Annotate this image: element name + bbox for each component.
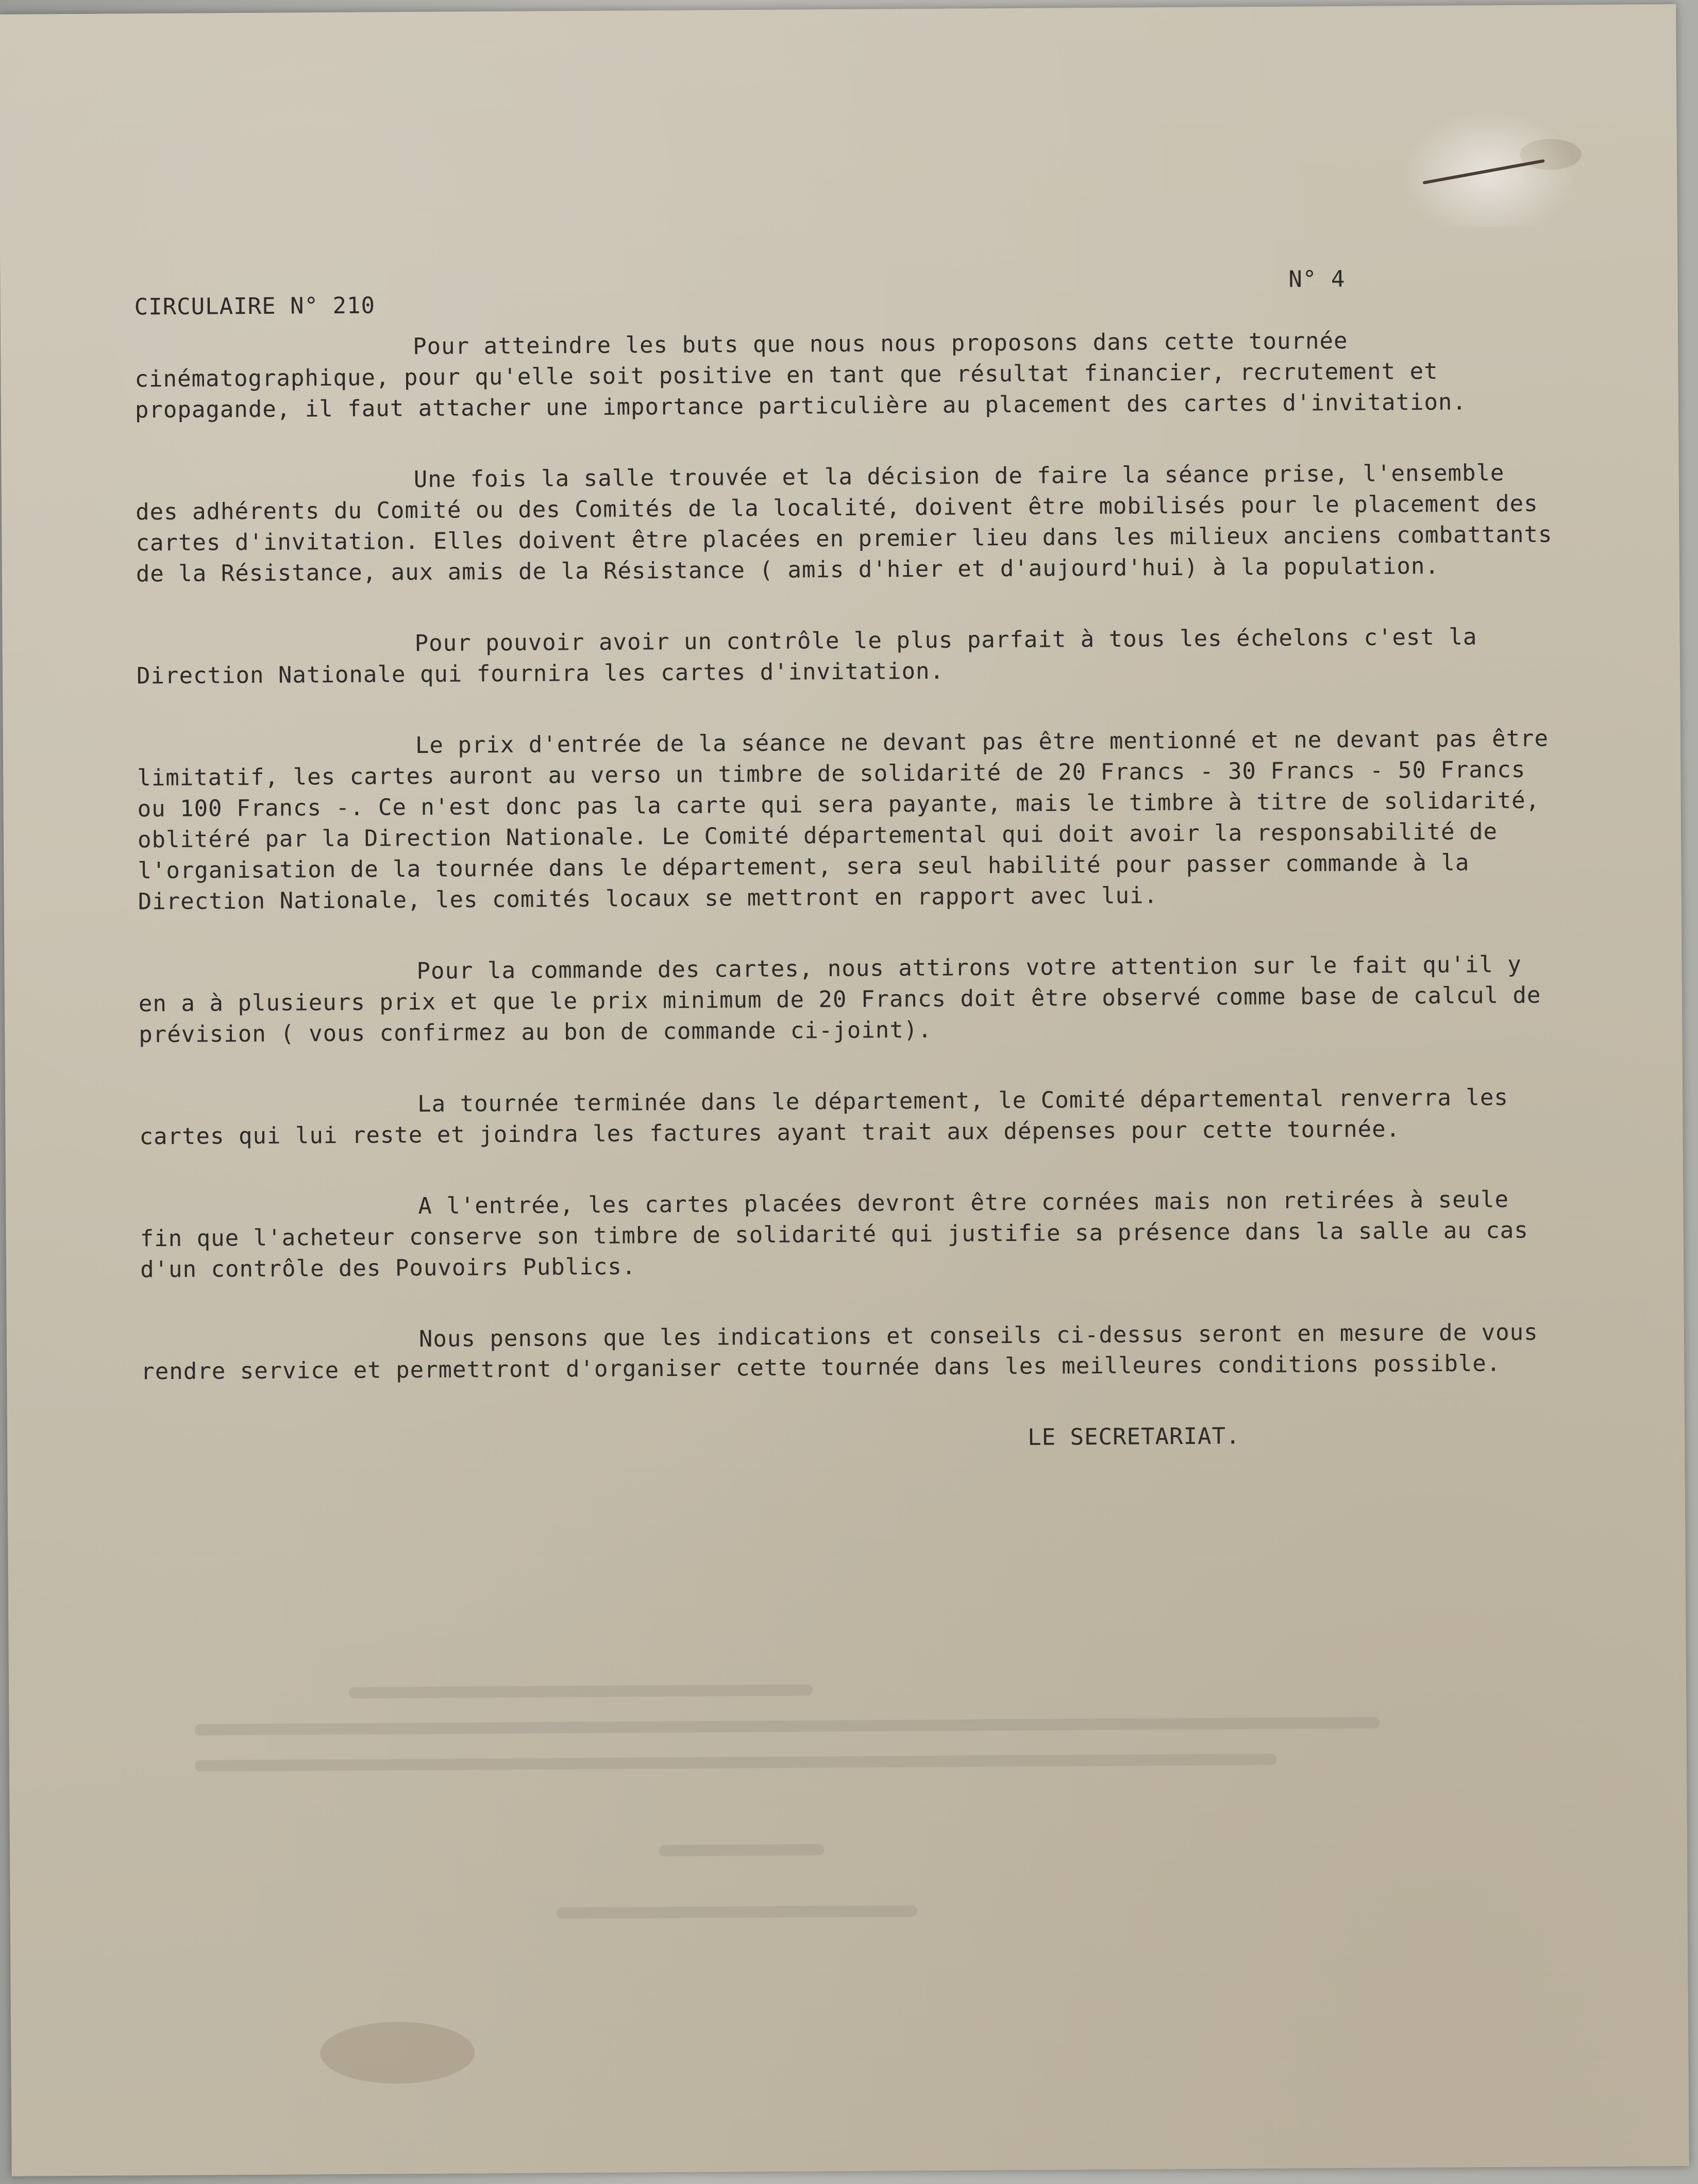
paragraph-6: La tournée terminée dans le département, le Comité départemental renverra les cartes qui lui reste et joindra les factures ayant trait aux dépenses pour cette tournée. — [139, 1084, 1509, 1150]
paragraph-7: A l'entrée, les cartes placées devront être cornées mais non retirées à seule fin que l'acheteur conserve son timbre de solidarité qui justifie sa présence dans la salle au cas d'un contrôle des Pouvoirs Publics. — [140, 1186, 1528, 1283]
paper-stain — [320, 2021, 475, 2084]
paragraph-2: Une fois la salle trouvée et la décision de faire la séance prise, l'ensemble des adhérents du Comité ou des Comités de la localité, doivent être mobilisés pour le placement des cartes d'invitation. Elles doivent être placées en premier lieu dans les milieux anciens combattants de la Résistance, aux amis de la Résistance ( amis d'hier et d'aujourd'hui) à la population. — [135, 460, 1553, 587]
paragraph-8: Nous pensons que les indications et conseils ci-dessus seront en mesure de vous rendre service et permettront d'organiser cette tournée dans les meilleures conditions possible. — [141, 1319, 1538, 1385]
bleed-through-text — [194, 1681, 1433, 1946]
typed-letter-page — [0, 4, 1689, 2176]
paper-damage — [1401, 108, 1576, 227]
page-number: N° 4 — [1288, 266, 1346, 293]
paragraph-5: Pour la commande des cartes, nous attirons votre attention sur le fait qu'il y en a à plusieurs prix et que le prix minimum de 20 Francs doit être observé comme base de calcul de prévision ( vous confirmez au bon de commande ci-joint). — [138, 951, 1541, 1048]
letter-header — [134, 253, 1557, 323]
signature: LE SECRETARIAT. — [1027, 1423, 1240, 1451]
paragraph-4: Le prix d'entrée de la séance ne devant pas être mentionné et ne devant pas être limitatif, les cartes auront au verso un timbre de solidarité de 20 Francs - 30 Francs - 50 Francs ou 100 Francs -. Ce n'est donc pas la carte qui sera payante, mais le timbre à titre de solidarité, oblitéré par la Direction Nationale. Le Comité départemental qui doit avoir la responsabilité de l'organisation de la tournée dans le département, sera seul habilité pour passer commande à la Direction Nationale, les comités locaux se mettront en rapport avec lui. — [137, 725, 1549, 915]
letter-body — [134, 253, 1563, 1459]
paragraph-1: Pour atteindre les buts que nous nous proposons dans cette tournée cinématographique, pour qu'elle soit positive en tant que résultat financier, recrutement et propagande, il faut attacher une importance particulière au placement des cartes d'invitation. — [135, 327, 1467, 424]
circular-number: CIRCULAIRE N° 210 — [134, 292, 376, 321]
paragraph-3: Pour pouvoir avoir un contrôle le plus parfait à tous les échelons c'est la Direction Nationale qui fournira les cartes d'invitation. — [136, 624, 1477, 690]
